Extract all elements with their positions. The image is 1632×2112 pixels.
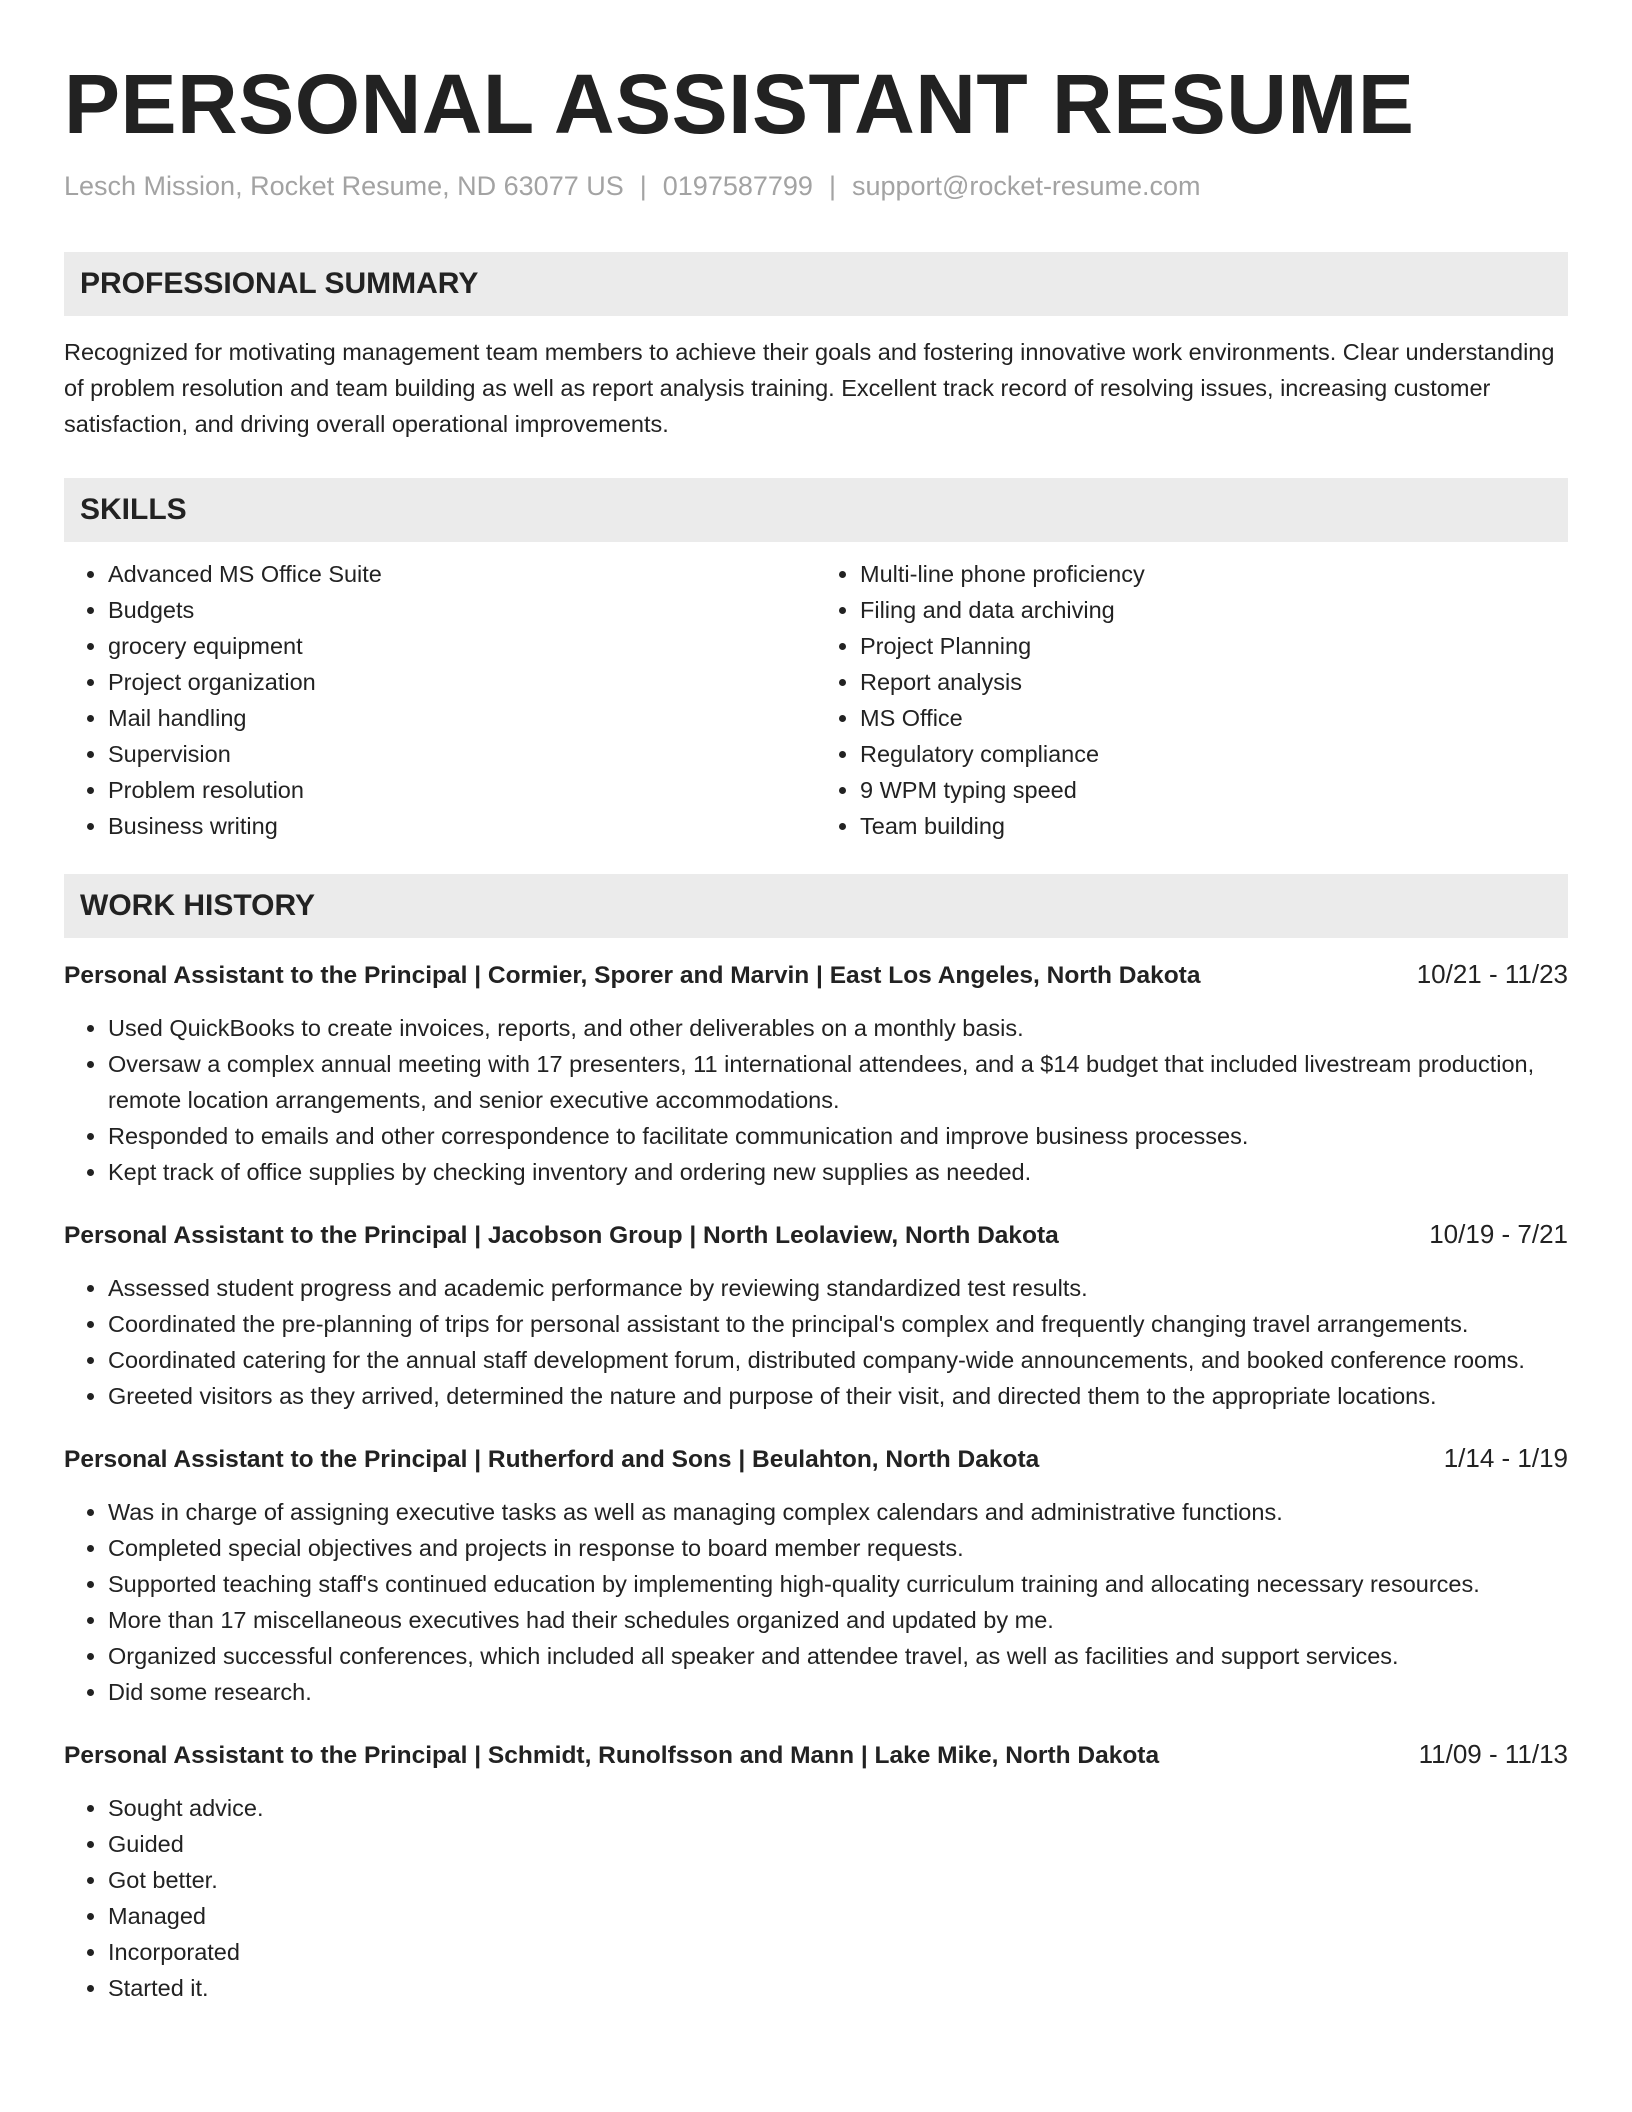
skill-item: • Business writing	[108, 808, 816, 844]
section-header-skills: SKILLS	[64, 478, 1568, 542]
job-header	[64, 956, 1568, 994]
section-header-work-history: WORK HISTORY	[64, 874, 1568, 938]
skills-columns	[64, 556, 1568, 844]
contact-email: support@rocket-resume.com	[851, 171, 1201, 201]
contact-separator: |	[828, 171, 836, 201]
summary-text: Recognized for motivating management team members to achieve their goals and fostering innovative work environments. Clear understanding of problem resolution and team building as well as report analysis training. Excellent track record of resolving issues, increasing customer satisfaction, and driving overall operational improvements.	[64, 339, 1555, 437]
job-dates: 11/09 - 11/13	[1418, 1739, 1568, 1769]
job-bullet: • Guided	[108, 1826, 1568, 1862]
job-dates: 10/21 - 11/23	[1416, 959, 1568, 989]
job-bullet: • Got better.	[108, 1862, 1568, 1898]
job-entry	[64, 956, 1568, 1190]
section-header-summary: PROFESSIONAL SUMMARY	[64, 252, 1568, 316]
job-bullets	[64, 1010, 1568, 1190]
job-bullet: • Managed	[108, 1898, 1568, 1934]
skills-list-right	[816, 556, 1568, 844]
job-title: Personal Assistant to the Principal | Rutherford and Sons | Beulahton, North Dakota	[64, 1446, 1040, 1473]
skill-item: • Advanced MS Office Suite	[108, 556, 816, 592]
job-entry	[64, 1216, 1568, 1414]
skill-item: • Regulatory compliance	[860, 736, 1568, 772]
job-bullet: • Oversaw a complex annual meeting with 17 presenters, 11 international attendees, and a $14 budget that included livestream production, remote location arrangements, and senior executive accommodations.	[108, 1046, 1568, 1118]
resume-title: PERSONAL ASSISTANT RESUME	[64, 57, 1415, 151]
contact-line	[64, 170, 1568, 202]
job-bullet: • Organized successful conferences, which included all speaker and attendee travel, as well as facilities and support services.	[108, 1638, 1568, 1674]
job-bullet: • Coordinated the pre-planning of trips for personal assistant to the principal's complex and frequently changing travel arrangements.	[108, 1306, 1568, 1342]
skill-item: • MS Office	[860, 700, 1568, 736]
skill-item: • Supervision	[108, 736, 816, 772]
job-bullet: • Started it.	[108, 1970, 1568, 2006]
skill-item: • Problem resolution	[108, 772, 816, 808]
contact-separator: |	[639, 171, 647, 201]
job-bullet: • Incorporated	[108, 1934, 1568, 1970]
job-bullet: • Kept track of office supplies by checking inventory and ordering new supplies as needed.	[108, 1154, 1568, 1190]
job-entry	[64, 1440, 1568, 1710]
skill-item: • 9 WPM typing speed	[860, 772, 1568, 808]
skill-item: • Filing and data archiving	[860, 592, 1568, 628]
job-bullet: • Used QuickBooks to create invoices, reports, and other deliverables on a monthly basis.	[108, 1010, 1568, 1046]
job-bullet: • Coordinated catering for the annual staff development forum, distributed company-wide announcements, and booked conference rooms.	[108, 1342, 1568, 1378]
job-bullet: • Sought advice.	[108, 1790, 1568, 1826]
job-bullets	[64, 1790, 1568, 2006]
job-bullet: • Greeted visitors as they arrived, determined the nature and purpose of their visit, and directed them to the appropriate locations.	[108, 1378, 1568, 1414]
job-bullet: • Did some research.	[108, 1674, 1568, 1710]
skill-item: • Team building	[860, 808, 1568, 844]
job-bullet: • Was in charge of assigning executive tasks as well as managing complex calendars and administrative functions.	[108, 1494, 1568, 1530]
job-bullet: • Assessed student progress and academic performance by reviewing standardized test results.	[108, 1270, 1568, 1306]
job-header	[64, 1736, 1568, 1774]
skill-item: • Report analysis	[860, 664, 1568, 700]
job-title: Personal Assistant to the Principal | Jacobson Group | North Leolaview, North Dakota	[64, 1222, 1059, 1249]
skill-item: • Project organization	[108, 664, 816, 700]
job-bullets	[64, 1270, 1568, 1414]
job-bullet: • More than 17 miscellaneous executives had their schedules organized and updated by me.	[108, 1602, 1568, 1638]
job-title: Personal Assistant to the Principal | Schmidt, Runolfsson and Mann | Lake Mike, North Dakota	[64, 1742, 1160, 1769]
job-dates: 1/14 - 1/19	[1443, 1443, 1568, 1473]
skill-item: • Mail handling	[108, 700, 816, 736]
skills-list-left	[64, 556, 816, 844]
job-bullet: • Supported teaching staff's continued education by implementing high-quality curriculum training and allocating necessary resources.	[108, 1566, 1568, 1602]
job-header	[64, 1440, 1568, 1478]
job-bullet: • Completed special objectives and projects in response to board member requests.	[108, 1530, 1568, 1566]
job-dates: 10/19 - 7/21	[1429, 1219, 1568, 1249]
job-title: Personal Assistant to the Principal | Cormier, Sporer and Marvin | East Los Angeles, North Dakota	[64, 962, 1201, 989]
job-bullet: • Responded to emails and other correspondence to facilitate communication and improve business processes.	[108, 1118, 1568, 1154]
contact-phone: 0197587799	[662, 171, 813, 201]
skill-item: • Project Planning	[860, 628, 1568, 664]
job-bullets	[64, 1494, 1568, 1710]
skill-item: • Multi-line phone proficiency	[860, 556, 1568, 592]
skill-item: • Budgets	[108, 592, 816, 628]
skill-item: • grocery equipment	[108, 628, 816, 664]
job-header	[64, 1216, 1568, 1254]
job-entry	[64, 1736, 1568, 2006]
contact-address: Lesch Mission, Rocket Resume, ND 63077 US	[64, 171, 624, 201]
